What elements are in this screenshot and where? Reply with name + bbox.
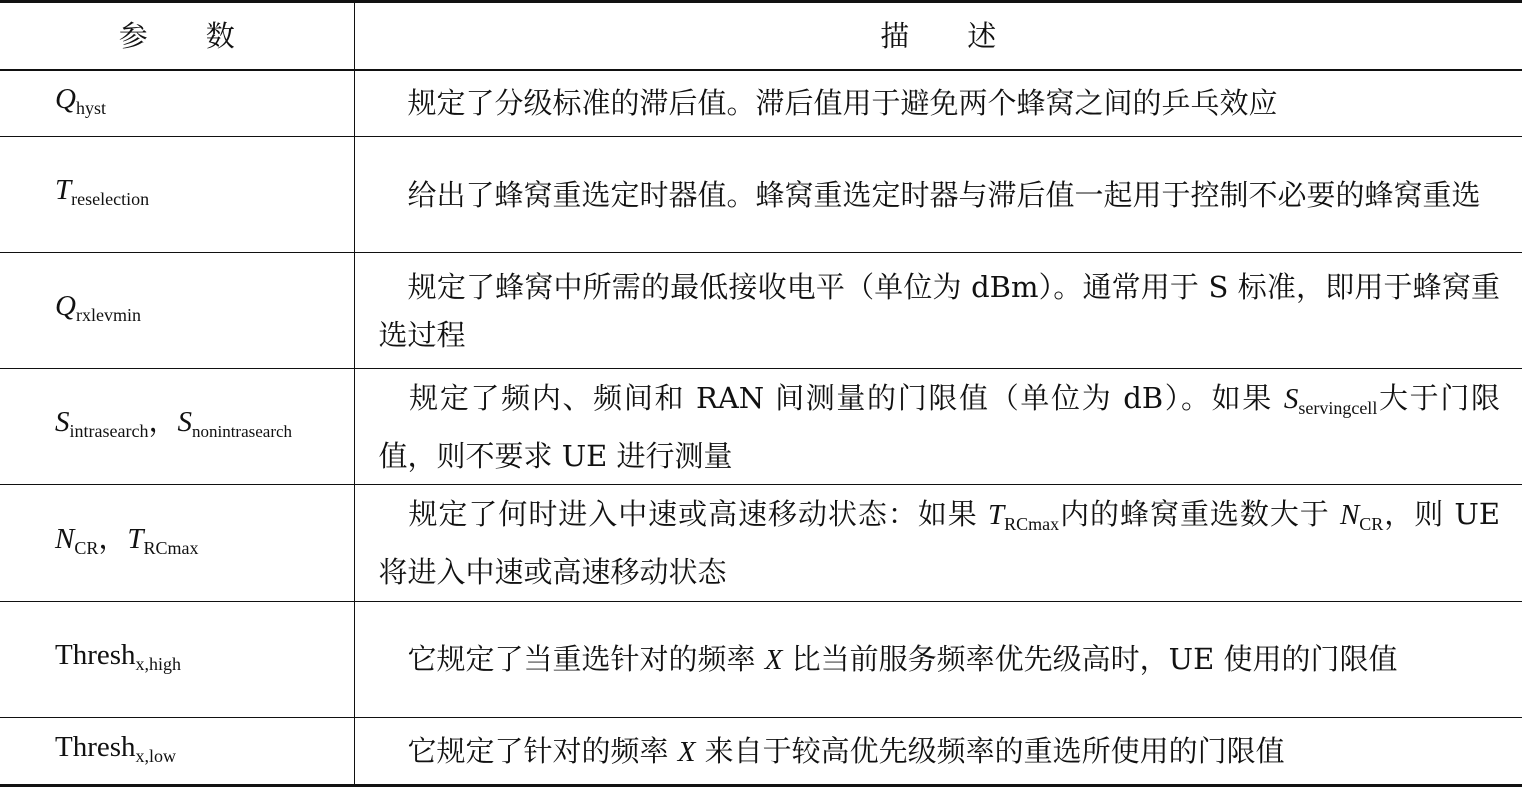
description-symbol: X [764, 644, 783, 676]
param-cell [0, 718, 354, 786]
table-row [0, 253, 1522, 369]
param-subscript: nonintrasearch [191, 421, 293, 441]
param-symbol: S [55, 405, 70, 438]
param-subscript: CR [74, 537, 99, 558]
header-parameter-char-2: 数 [205, 18, 235, 53]
param-cell [0, 137, 354, 253]
param-symbol: S [177, 405, 192, 438]
param-cell [0, 253, 354, 369]
description-cell [354, 253, 1522, 369]
table-row [0, 369, 1522, 485]
description-text: 它规定了针对的频率 [407, 733, 678, 768]
param-symbol: Q [55, 82, 76, 115]
description-text: 规定了分级标准的滞后值。滞后值用于避免两个蜂窝之间的乒乓效应 [407, 86, 1278, 121]
description-cell [354, 602, 1522, 718]
param-symbol: T [127, 522, 144, 555]
description-cell [354, 137, 1522, 253]
description-symbol: T [987, 499, 1005, 531]
description-text: 规定了蜂窝中所需的最低接收电平（单位为 dBm）。通常用于 S 标准，即用于蜂窝重选过程 [378, 269, 1500, 352]
param-symbol: Thresh [55, 639, 136, 671]
param-separator: ， [148, 405, 178, 438]
param-subscript: hyst [75, 97, 106, 118]
description-text: 内的蜂窝重选数大于 [1059, 497, 1340, 531]
param-symbol: Thresh [55, 730, 136, 763]
header-parameter-char-1: 参 [118, 18, 148, 53]
description-subscript: RCmax [1004, 514, 1060, 534]
description-text: 规定了何时进入中速或高速移动状态：如果 [407, 497, 988, 531]
description-text: ，则 UE 将进入中速或高速移动状态 [378, 497, 1500, 589]
param-separator: ， [98, 522, 128, 555]
param-symbol: T [55, 174, 72, 206]
param-subscript: x,high [135, 654, 182, 674]
header-description [354, 2, 1522, 70]
description-text: 它规定了当重选针对的频率 [407, 642, 765, 676]
description-text: 比当前服务频率优先级高时，UE 使用的门限值 [782, 642, 1398, 676]
header-description-char-2: 述 [967, 18, 997, 53]
param-cell [0, 602, 354, 718]
description-symbol: S [1283, 382, 1299, 415]
description-cell [354, 369, 1522, 485]
description-text: 来自于较高优先级频率的重选所使用的门限值 [695, 733, 1285, 768]
table-row [0, 485, 1522, 602]
param-cell [0, 485, 354, 602]
table-row [0, 137, 1522, 253]
param-subscript: rxlevmin [75, 305, 141, 325]
param-subscript: intrasearch [69, 420, 149, 441]
param-symbol: Q [55, 290, 76, 322]
table-header-row [0, 2, 1522, 70]
description-cell [354, 485, 1522, 602]
description-cell [354, 718, 1522, 786]
param-symbol: N [55, 522, 75, 555]
description-subscript: CR [1359, 514, 1384, 534]
param-subscript: RCmax [143, 537, 199, 558]
table-row [0, 718, 1522, 786]
header-parameter [0, 2, 354, 70]
param-cell [0, 369, 354, 485]
header-description-char-1: 描 [880, 18, 910, 53]
param-subscript: reselection [71, 189, 150, 209]
description-text: 大于门限值，则不要求 UE 进行测量 [378, 380, 1500, 473]
table-row [0, 602, 1522, 718]
description-text: 规定了频内、频间和 RAN 间测量的门限值（单位为 dB）。如果 [407, 380, 1284, 415]
table-row [0, 70, 1522, 137]
param-subscript: x,low [135, 745, 177, 766]
description-cell [354, 70, 1522, 137]
description-text: 给出了蜂窝重选定时器值。蜂窝重选定时器与滞后值一起用于控制不必要的蜂窝重选 [407, 177, 1481, 212]
description-symbol: X [677, 735, 696, 768]
param-cell [0, 70, 354, 137]
description-symbol: N [1339, 499, 1360, 531]
description-subscript: servingcell [1298, 397, 1378, 418]
